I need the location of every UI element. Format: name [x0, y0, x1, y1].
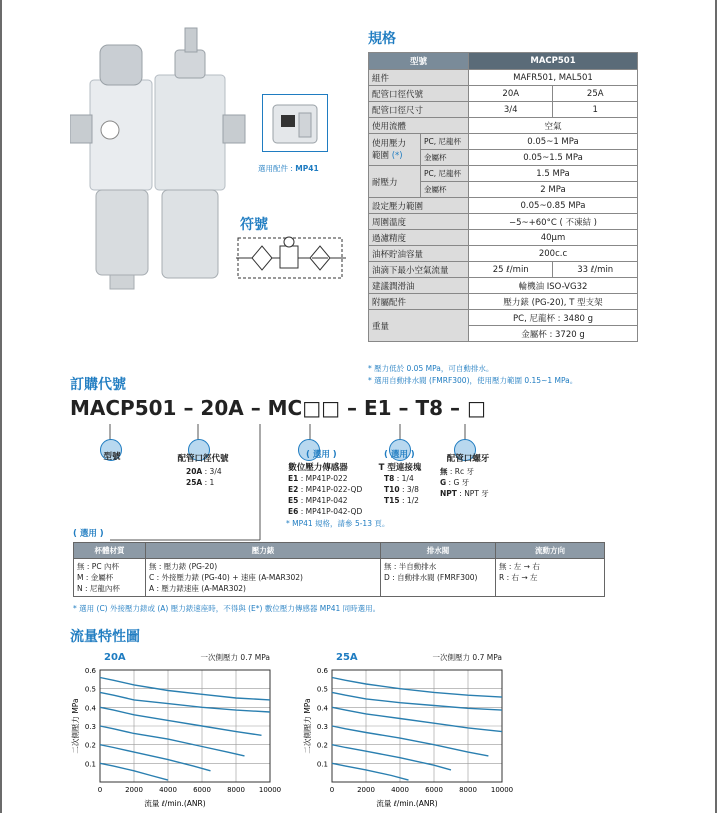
order-code: [70, 396, 486, 420]
row-label: 周圍溫度: [369, 214, 469, 230]
code-dash: –: [250, 396, 261, 420]
x-tick-label: 8000: [227, 786, 245, 794]
option-header: 排水閥: [381, 543, 496, 559]
option-header: 壓力錶: [146, 543, 381, 559]
thread-code: 無: [440, 467, 448, 476]
code-box: □: [302, 396, 322, 420]
series-line: [332, 707, 502, 731]
port-options: [186, 466, 222, 488]
x-axis-label: 流量 ℓ/min.(ANR): [376, 799, 438, 808]
y-tick-label: 0.1: [84, 760, 96, 769]
row-sublabel: PC, 尼龍杯: [421, 134, 469, 150]
series-line: [100, 726, 245, 756]
flow-chart-20a: [66, 648, 296, 810]
thread-desc: : G 牙: [448, 478, 470, 487]
tconn-desc: : 1/4: [396, 474, 414, 483]
spec-table: [368, 52, 638, 342]
optional-tag: ( 選用 ): [306, 450, 337, 460]
option-line: 無 : 半自動排水: [384, 562, 437, 571]
y-tick-label: 0.2: [84, 741, 96, 750]
thread-options: [440, 466, 489, 499]
series-line: [332, 763, 409, 780]
row-value: 0.05~1 MPa: [469, 134, 638, 150]
row-label: 配管口徑代號: [369, 86, 469, 102]
y-tick-label: 0.3: [84, 723, 96, 731]
x-tick-label: 10000: [258, 786, 282, 794]
symbol-title: 符號: [240, 217, 268, 233]
spec-title: 規格: [368, 31, 396, 47]
row-label: [369, 134, 421, 166]
x-tick-label: 6000: [425, 786, 443, 794]
row-value: MAFR501, MAL501: [469, 70, 638, 86]
option-line: A : 壓力錶速座 (A-MAR302): [149, 584, 246, 593]
option-header: 流動方向: [496, 543, 605, 559]
flow-title: 流量特性圖: [70, 629, 140, 645]
mp41-note: * MP41 規格，請參 5-13 頁。: [286, 519, 390, 528]
sensor-code: E5: [288, 496, 299, 505]
option-line: R : 右 → 左: [499, 573, 538, 582]
row-value: 25 ℓ/min: [469, 262, 553, 278]
code-dash: –: [398, 396, 409, 420]
row-value: 空氣: [469, 118, 638, 134]
row-value: 金屬杯 : 3720 g: [469, 326, 638, 342]
y-tick-label: 0.6: [316, 667, 328, 675]
row-label: 建議潤滑油: [369, 278, 469, 294]
option-caption: [258, 163, 319, 174]
x-tick-label: 0: [97, 786, 103, 794]
option-caption-prefix: 選用配件 :: [258, 164, 296, 173]
code-mc: MC: [267, 396, 303, 420]
port-value: : 3/4: [204, 467, 222, 476]
x-tick-label: 2000: [357, 786, 375, 794]
x-tick-label: 4000: [159, 786, 177, 794]
port-code: 25A: [186, 478, 203, 487]
port-value: : 1: [204, 478, 215, 487]
sensor-code: E1: [288, 474, 299, 483]
y-axis-label: 二次側壓力 MPa: [71, 698, 80, 754]
tconn-code: T8: [384, 474, 395, 483]
sensor-code: E6: [288, 507, 299, 516]
row-value: 25A: [553, 86, 638, 102]
spec-note: * 壓力低於 0.05 MPa，可自動排水。: [368, 364, 494, 373]
thread-code: NPT: [440, 489, 457, 498]
tconn-desc: : 3/8: [401, 485, 419, 494]
code-dash: –: [450, 396, 461, 420]
row-label: 設定壓力範圍: [369, 198, 469, 214]
y-axis-label: 二次側壓力 MPa: [303, 698, 312, 754]
code-t8: T8: [415, 396, 444, 420]
thread-desc: : Rc 牙: [449, 467, 475, 476]
spec-note: * 選用自動排水閥 (FMRF300)，使用壓力範圍 0.15~1 MPa。: [368, 376, 578, 385]
spec-header-label: 型號: [369, 53, 469, 70]
code-dash: –: [347, 396, 358, 420]
code-size: 20A: [200, 396, 244, 420]
row-sublabel: 金屬杯: [421, 150, 469, 166]
row-value: 3/4: [469, 102, 553, 118]
y-tick-label: 0.5: [84, 685, 96, 694]
option-table: [73, 542, 605, 597]
option-line: C : 外接壓力錶 (PG-40) + 速座 (A-MAR302): [149, 573, 303, 582]
row-value: 200c.c: [469, 246, 638, 262]
y-tick-label: 0.4: [316, 704, 328, 713]
op-pressure-label1: 使用壓力: [372, 138, 407, 149]
row-value: PC, 尼龍杯 : 3480 g: [469, 310, 638, 326]
row-label: 使用流體: [369, 118, 469, 134]
tconn-code: T15: [384, 496, 400, 505]
pneumatic-symbol: [236, 234, 346, 282]
spec-notes: [368, 363, 577, 387]
x-tick-label: 0: [329, 786, 335, 794]
port-code: 20A: [186, 467, 203, 476]
chart-title: 25A: [336, 652, 358, 663]
option-note: * 選用 (C) 外接壓力錶或 (A) 壓力錶速座時，不得與 (E*) 數位壓力傳感器 MP41 同時選用。: [73, 604, 381, 613]
chart-title: 20A: [104, 652, 126, 663]
option-cell: [381, 559, 496, 597]
x-tick-label: 10000: [490, 786, 514, 794]
tconn-code: T10: [384, 485, 400, 494]
label-port: 配管口徑代號: [177, 454, 229, 464]
option-cell: [146, 559, 381, 597]
row-value: 0.05~0.85 MPa: [469, 198, 638, 214]
row-value: 輪機油 ISO-VG32: [469, 278, 638, 294]
row-value: 壓力錶 (PG-20), T 型支架: [469, 294, 638, 310]
x-tick-label: 8000: [459, 786, 477, 794]
optional-tag: ( 選用 ): [73, 529, 104, 539]
product-image: [70, 20, 260, 300]
y-tick-label: 0.5: [316, 685, 328, 694]
label-thread: 配管口螺牙: [446, 454, 490, 464]
y-tick-label: 0.6: [84, 667, 96, 675]
row-label: 過濾精度: [369, 230, 469, 246]
row-value: 0.05~1.5 MPa: [469, 150, 638, 166]
y-tick-label: 0.3: [316, 723, 328, 731]
option-line: 無 : 壓力錶 (PG-20): [149, 562, 218, 571]
row-label: 重量: [369, 310, 469, 342]
sensor-code: E2: [288, 485, 299, 494]
sensor-desc: : MP41P-042-QD: [300, 507, 363, 516]
flow-chart-25a: [298, 648, 528, 810]
series-line: [100, 692, 270, 712]
chart-subtitle: 一次側壓力 0.7 MPa: [200, 653, 270, 662]
label-tconn: T 型連接塊: [378, 463, 422, 473]
code-box: □: [321, 396, 341, 420]
label-model: 型號: [103, 452, 121, 462]
row-value: 1: [553, 102, 638, 118]
option-line: 無 : PC 內杯: [77, 562, 119, 571]
chart-subtitle: 一次側壓力 0.7 MPa: [432, 653, 502, 662]
code-e1: E1: [364, 396, 392, 420]
thread-desc: : NPT 牙: [459, 489, 489, 498]
sensor-desc: : MP41P-022-QD: [300, 485, 363, 494]
sensor-desc: : MP41P-022: [300, 474, 348, 483]
option-cell: [496, 559, 605, 597]
code-model: MACP501: [70, 396, 177, 420]
code-dash: –: [183, 396, 194, 420]
row-value: 40μm: [469, 230, 638, 246]
x-tick-label: 6000: [193, 786, 211, 794]
option-caption-model: MP41: [295, 164, 319, 173]
series-line: [332, 678, 502, 698]
series-line: [332, 726, 488, 756]
row-label: 油滴下最小空氣流量: [369, 262, 469, 278]
row-sublabel: 金屬杯: [421, 182, 469, 198]
op-pressure-mark: (*): [391, 150, 403, 161]
x-axis-label: 流量 ℓ/min.(ANR): [144, 799, 206, 808]
mp41-image: [262, 94, 328, 152]
row-label: 附屬配件: [369, 294, 469, 310]
optional-tag: ( 選用 ): [384, 450, 415, 460]
option-line: D : 自動排水閥 (FMRF300): [384, 573, 478, 582]
row-value: 2 MPa: [469, 182, 638, 198]
row-label: 耐壓力: [369, 166, 421, 198]
thread-code: G: [440, 478, 447, 487]
sensor-options: [288, 473, 362, 517]
order-title: 訂購代號: [70, 377, 126, 393]
row-label: 配管口徑尺寸: [369, 102, 469, 118]
option-cell: [74, 559, 146, 597]
option-header: 杯體材質: [74, 543, 146, 559]
option-line: N : 尼龍內杯: [77, 584, 120, 593]
x-tick-label: 2000: [125, 786, 143, 794]
spec-header-model: MACP501: [469, 53, 638, 70]
x-tick-label: 4000: [391, 786, 409, 794]
op-pressure-label2: 範圍: [372, 150, 390, 161]
row-value: 20A: [469, 86, 553, 102]
code-box: □: [467, 396, 486, 420]
row-label: 組件: [369, 70, 469, 86]
row-value: 33 ℓ/min: [553, 262, 638, 278]
series-line: [332, 745, 451, 770]
row-value: 1.5 MPa: [469, 166, 638, 182]
sensor-desc: : MP41P-042: [300, 496, 348, 505]
y-tick-label: 0.4: [84, 704, 96, 713]
y-tick-label: 0.2: [316, 741, 328, 750]
row-label: 油杯貯油容量: [369, 246, 469, 262]
option-line: M : 金屬杯: [77, 573, 114, 582]
option-line: 無 : 左 → 右: [499, 562, 540, 571]
tconn-desc: : 1/2: [401, 496, 419, 505]
label-sensor: 數位壓力傳感器: [288, 463, 348, 473]
y-tick-label: 0.1: [316, 760, 328, 769]
row-sublabel: PC, 尼龍杯: [421, 166, 469, 182]
tconn-options: [384, 473, 419, 506]
row-value: −5~+60°C ( 不凍結 ): [469, 214, 638, 230]
